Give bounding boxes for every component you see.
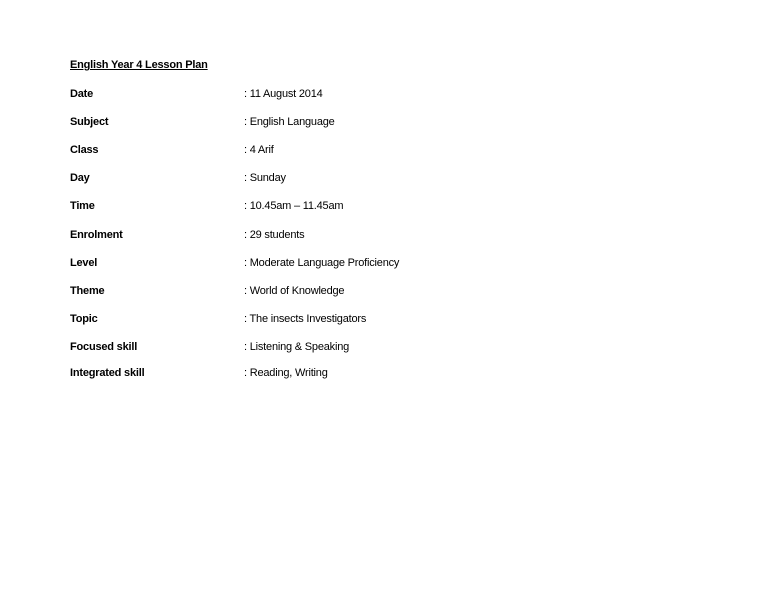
row-value: : Sunday <box>244 172 286 184</box>
row-value: : The insects Investigators <box>244 313 367 325</box>
lesson-detail-row-enrolment <box>70 229 490 245</box>
row-value: : Listening & Speaking <box>244 341 350 353</box>
row-value: : English Language <box>244 116 335 128</box>
lesson-detail-row-integrated-skill <box>70 367 490 383</box>
lesson-detail-row-time <box>70 200 490 216</box>
row-label: Enrolment <box>70 229 123 241</box>
row-label: Day <box>70 172 90 184</box>
row-label: Theme <box>70 285 105 297</box>
lesson-detail-row-focused-skill <box>70 341 490 357</box>
lesson-detail-row-date <box>70 88 490 104</box>
row-value: : Reading, Writing <box>244 367 328 379</box>
row-value: : Moderate Language Proficiency <box>244 257 400 269</box>
row-label: Time <box>70 200 95 212</box>
row-value: : 29 students <box>244 229 305 241</box>
lesson-detail-row-theme <box>70 285 490 301</box>
lesson-detail-row-topic <box>70 313 490 329</box>
row-label: Integrated skill <box>70 367 145 379</box>
row-label: Class <box>70 144 99 156</box>
lesson-detail-row-class <box>70 144 490 160</box>
lesson-detail-row-day <box>70 172 490 188</box>
lesson-detail-row-level <box>70 257 490 273</box>
row-value: : 11 August 2014 <box>244 88 323 100</box>
row-label: Level <box>70 257 98 269</box>
row-label: Date <box>70 88 94 100</box>
row-value: : World of Knowledge <box>244 285 345 297</box>
lesson-detail-row-subject <box>70 116 490 132</box>
row-label: Subject <box>70 116 109 128</box>
row-label: Focused skill <box>70 341 138 353</box>
document-title: English Year 4 Lesson Plan <box>70 59 208 71</box>
row-value: : 4 Arif <box>244 144 274 156</box>
row-label: Topic <box>70 313 98 325</box>
row-value: : 10.45am – 11.45am <box>244 200 344 212</box>
